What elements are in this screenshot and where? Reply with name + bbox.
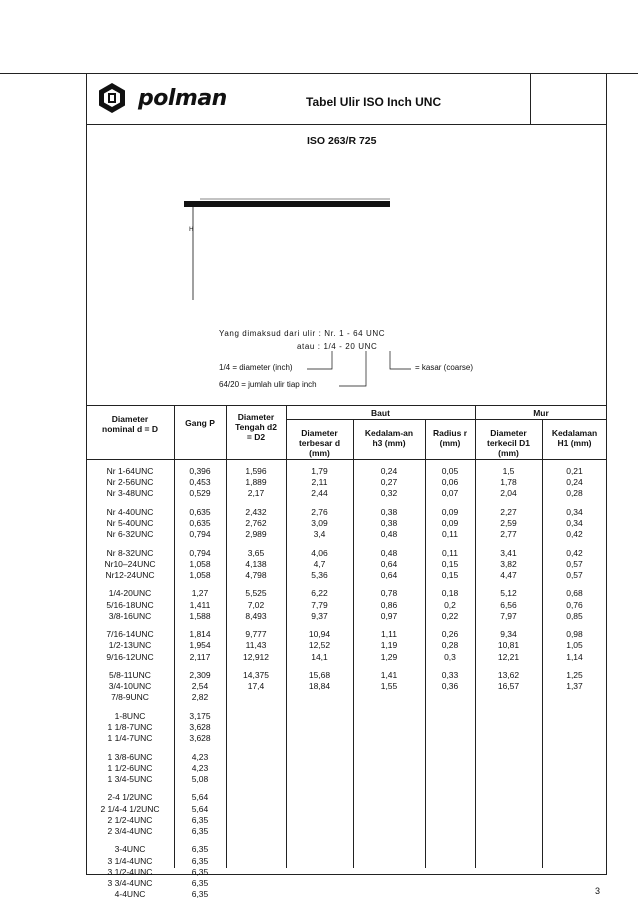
cell-pitch: 6,35	[191, 878, 209, 888]
cell-depth-h1: 1,14	[566, 651, 583, 662]
table-row	[86, 652, 607, 664]
table-row	[86, 670, 607, 682]
cell-depth-h1: 0,98	[566, 629, 583, 640]
cell-major-diameter: 18,84	[308, 681, 331, 692]
table-row	[86, 548, 607, 560]
cell-nominal: Nr 4-40UNC	[106, 506, 154, 517]
cell-major-diameter: 15,68	[308, 670, 331, 680]
cell-major-diameter: 2,76	[311, 506, 328, 517]
cell-pitch-diameter: 2,989	[245, 529, 267, 540]
cell-depth-h1: 1,37	[566, 681, 583, 692]
cell-nominal: 1 1/8-7UNC	[107, 722, 153, 732]
cell-nominal: 3 1/2-4UNC	[107, 866, 153, 877]
cell-minor-diameter: 6,56	[500, 599, 517, 610]
cell-pitch: 1,27	[191, 588, 209, 599]
cell-nominal: 2-4 1/2UNC	[107, 792, 153, 803]
header-pitch: Gang P	[185, 418, 215, 428]
cell-major-diameter: 9,37	[311, 610, 328, 621]
cell-nominal: 3 1/4-4UNC	[107, 855, 153, 866]
cell-depth-h3: 0,64	[380, 558, 398, 569]
cell-depth-h3: 0,48	[380, 529, 398, 540]
cell-nominal: Nr 5-40UNC	[106, 518, 154, 528]
cell-depth-h3: 1,55	[380, 681, 398, 692]
table-row	[86, 477, 607, 489]
header-depth-h3: Kedalam-an h3 (mm)	[364, 428, 414, 448]
cell-minor-diameter: 2,27	[500, 506, 517, 517]
cell-major-diameter: 10,94	[308, 629, 331, 640]
cell-depth-h1: 0,85	[566, 610, 583, 621]
cell-depth-h1: 0,42	[566, 547, 583, 558]
table-row	[86, 681, 607, 693]
cell-pitch-diameter: 8,493	[245, 610, 267, 621]
cell-pitch: 6,35	[191, 855, 209, 866]
table-row	[86, 722, 607, 734]
cell-nominal: 1 3/4-5UNC	[107, 774, 153, 784]
cell-minor-diameter: 1,5	[502, 466, 515, 476]
table-row	[86, 733, 607, 745]
table-row	[86, 559, 607, 571]
cell-depth-h3: 0,64	[380, 570, 398, 580]
table-row	[86, 611, 607, 623]
header-nominal-text: Diameter nominal d = D	[102, 414, 158, 434]
cell-major-diameter: 1,79	[311, 466, 328, 476]
cell-radius: 0,15	[441, 570, 459, 580]
cell-nominal: 1/4-20UNC	[108, 588, 152, 599]
cell-nominal: Nr 3-48UNC	[106, 488, 154, 499]
table-row	[86, 763, 607, 775]
cell-nominal: 7/16-14UNC	[106, 629, 154, 640]
cell-pitch-diameter: 7,02	[247, 599, 265, 610]
cell-pitch: 4,23	[191, 751, 209, 762]
cell-radius: 0,26	[441, 629, 459, 640]
cell-minor-diameter: 12,21	[497, 651, 520, 662]
table-row	[86, 488, 607, 500]
cell-radius: 0,07	[441, 488, 459, 499]
table-row	[86, 711, 607, 723]
header-depth-h1: Kedalaman H1 (mm)	[551, 428, 598, 448]
standard-title: ISO 263/R 725	[307, 135, 377, 147]
cell-nominal: Nr12-24UNC	[105, 570, 155, 580]
table-row	[86, 640, 607, 652]
header-pitch-diameter: Diameter Tengah d2 = D2	[235, 412, 277, 442]
header-mur: Mur	[533, 408, 549, 418]
cell-radius: 0,22	[441, 610, 459, 621]
cell-major-diameter: 6,22	[311, 588, 328, 599]
cell-depth-h1: 0,24	[566, 477, 583, 488]
cell-nominal: 1 1/4-7UNC	[107, 733, 153, 744]
table-row	[86, 507, 607, 519]
cell-nominal: Nr 2-56UNC	[106, 477, 154, 488]
cell-depth-h1: 0,68	[566, 588, 583, 599]
cell-depth-h3: 0,27	[380, 477, 398, 488]
cell-nominal: 2 3/4-4UNC	[107, 826, 153, 836]
cell-radius: 0,3	[444, 651, 456, 662]
document-header	[86, 73, 607, 125]
table-row	[86, 792, 607, 804]
cell-pitch: 3,175	[189, 710, 211, 721]
cell-nominal: 3/4-10UNC	[108, 681, 152, 692]
header-divider	[530, 73, 531, 125]
cell-major-diameter: 5,36	[311, 570, 328, 580]
cell-radius: 0,09	[441, 518, 459, 528]
cell-depth-h1: 0,21	[566, 466, 583, 476]
cell-radius: 0,11	[442, 529, 458, 540]
page-number: 3	[595, 886, 601, 896]
table-row	[86, 529, 607, 541]
cell-nominal: 1-8UNC	[114, 710, 146, 721]
cell-minor-diameter: 16,57	[497, 681, 520, 692]
table-row	[86, 844, 607, 856]
cell-minor-diameter: 2,77	[500, 529, 517, 540]
cell-major-diameter: 7,79	[311, 599, 328, 610]
table-row	[86, 692, 607, 704]
cell-pitch-diameter: 1,889	[245, 477, 267, 488]
cell-minor-diameter: 5,12	[500, 588, 517, 599]
cell-depth-h1: 0,57	[566, 558, 583, 569]
table-row	[86, 878, 607, 890]
page-title: Tabel Ulir ISO Inch UNC	[306, 95, 442, 109]
table-row	[86, 466, 607, 478]
cell-nominal: 1/2-13UNC	[108, 640, 152, 651]
cell-nominal: Nr 8-32UNC	[106, 547, 154, 558]
cell-major-diameter: 4,06	[311, 547, 328, 558]
cell-pitch: 0,794	[189, 529, 211, 540]
cell-depth-h3: 0,38	[380, 506, 398, 517]
cell-nominal: Nr 1-64UNC	[106, 466, 154, 476]
cell-nominal: Nr 6-32UNC	[106, 529, 154, 540]
legend-diameter-note: 1/4 = diameter (inch)	[219, 363, 293, 372]
table-row	[86, 867, 607, 879]
cell-nominal: Nr10–24UNC	[104, 558, 156, 569]
cell-depth-h1: 1,05	[566, 640, 583, 651]
cell-major-diameter: 4,7	[313, 558, 326, 569]
cell-radius: 0,06	[441, 477, 459, 488]
header-radius: Radius r (mm)	[433, 428, 468, 448]
cell-pitch: 2,54	[191, 681, 209, 692]
table-row	[86, 518, 607, 530]
cell-pitch: 2,309	[189, 670, 211, 680]
table-row	[86, 752, 607, 764]
cell-pitch: 5,08	[191, 774, 209, 784]
cell-pitch-diameter: 12,912	[243, 651, 269, 662]
cell-major-diameter: 3,4	[313, 529, 326, 540]
cell-depth-h3: 0,38	[380, 518, 398, 528]
cell-minor-diameter: 9,34	[500, 629, 517, 640]
designation-legend	[219, 329, 519, 399]
polman-logo-icon	[95, 81, 129, 115]
cell-pitch: 2,117	[189, 651, 211, 662]
cell-pitch: 6,35	[191, 826, 209, 836]
cell-depth-h1: 0,34	[566, 506, 583, 517]
cell-pitch: 6,35	[191, 844, 209, 855]
cell-pitch-diameter: 4,798	[245, 570, 267, 580]
cell-minor-diameter: 10,81	[497, 640, 520, 651]
cell-nominal: 1 1/2-6UNC	[107, 762, 153, 773]
cell-pitch-diameter: 4,138	[245, 558, 267, 569]
cell-minor-diameter: 1,78	[500, 477, 517, 488]
cell-pitch: 1,058	[189, 558, 211, 569]
cell-major-diameter: 14,1	[311, 651, 328, 662]
cell-minor-diameter: 2,04	[500, 488, 517, 499]
header-nominal	[86, 414, 174, 434]
cell-depth-h3: 0,32	[380, 488, 398, 499]
cell-minor-diameter: 2,59	[500, 518, 517, 528]
table-row	[86, 774, 607, 786]
cell-radius: 0,11	[442, 547, 458, 558]
cell-pitch: 2,82	[191, 692, 209, 703]
table-row	[86, 856, 607, 868]
cell-pitch: 5,64	[191, 803, 209, 814]
cell-nominal: 2 1/2-4UNC	[107, 814, 153, 825]
cell-major-diameter: 12,52	[308, 640, 331, 651]
cell-minor-diameter: 3,41	[500, 547, 517, 558]
cell-nominal: 5/8-11UNC	[109, 670, 151, 680]
header-minor-diameter: Diameter terkecil D1 (mm)	[487, 428, 530, 458]
cell-depth-h3: 1,29	[380, 651, 398, 662]
logo-cell	[86, 73, 136, 125]
cell-depth-h1: 0,42	[566, 529, 583, 540]
cell-pitch: 0,635	[189, 506, 211, 517]
cell-major-diameter: 2,11	[311, 477, 328, 488]
cell-depth-h3: 0,97	[380, 610, 398, 621]
table-row	[86, 815, 607, 827]
table-header	[86, 405, 607, 460]
cell-nominal: 7/8-9UNC	[111, 692, 149, 703]
cell-nominal: 3 3/4-4UNC	[107, 878, 153, 888]
cell-pitch-diameter: 9,777	[245, 629, 267, 640]
cell-pitch: 0,453	[189, 477, 211, 488]
cell-radius: 0,09	[441, 506, 459, 517]
cell-radius: 0,18	[441, 588, 459, 599]
cell-pitch: 6,35	[191, 866, 209, 877]
legend-tpi-note: 64/20 = jumlah ulir tiap inch	[219, 380, 317, 389]
cell-depth-h3: 1,41	[380, 670, 398, 680]
cell-nominal: 4-4UNC	[114, 889, 146, 900]
cell-depth-h1: 0,34	[566, 518, 583, 528]
cell-pitch: 1,588	[189, 610, 211, 621]
cell-pitch-diameter: 5,525	[245, 588, 267, 599]
legend-line-2: atau : 1/4 - 20 UNC	[297, 342, 378, 351]
thread-profile-diagram	[180, 195, 440, 305]
cell-depth-h1: 0,76	[566, 599, 583, 610]
cell-pitch: 0,635	[189, 518, 211, 528]
cell-major-diameter: 2,44	[311, 488, 328, 499]
cell-pitch-diameter: 2,762	[245, 518, 267, 528]
cell-pitch-diameter: 1,596	[245, 466, 267, 476]
cell-depth-h3: 0,24	[380, 466, 398, 476]
cell-radius: 0,15	[441, 558, 459, 569]
cell-depth-h3: 0,48	[380, 547, 398, 558]
cell-pitch-diameter: 11,43	[245, 640, 267, 651]
cell-depth-h1: 0,28	[566, 488, 583, 499]
cell-nominal: 3/8-16UNC	[108, 610, 152, 621]
cell-pitch: 1,058	[189, 570, 211, 580]
cell-pitch: 6,35	[191, 814, 209, 825]
svg-text:H: H	[189, 226, 194, 233]
cell-pitch: 0,794	[189, 547, 211, 558]
cell-pitch: 5,64	[191, 792, 209, 803]
cell-pitch: 3,628	[189, 722, 211, 732]
cell-pitch: 0,396	[189, 466, 211, 476]
table-row	[86, 889, 607, 901]
cell-pitch: 4,23	[191, 762, 209, 773]
table-row	[86, 570, 607, 582]
cell-nominal: 9/16-12UNC	[106, 651, 154, 662]
cell-depth-h3: 0,86	[380, 599, 398, 610]
table-row	[86, 629, 607, 641]
table-row	[86, 826, 607, 838]
cell-pitch-diameter: 2,17	[247, 488, 265, 499]
cell-depth-h3: 1,19	[380, 640, 398, 651]
header-major-diameter: Diameter terbesar d (mm)	[298, 428, 341, 458]
header-baut: Baut	[371, 408, 390, 418]
cell-radius: 0,28	[441, 640, 459, 651]
cell-pitch: 6,35	[191, 889, 209, 900]
cell-minor-diameter: 13,62	[497, 670, 520, 680]
cell-depth-h1: 0,57	[566, 570, 583, 580]
cell-nominal: 3-4UNC	[114, 844, 146, 855]
logo-wordmark: polman	[138, 86, 227, 111]
cell-pitch-diameter: 14,375	[243, 670, 269, 680]
cell-minor-diameter: 3,82	[500, 558, 517, 569]
thread-table	[86, 405, 607, 900]
table-row	[86, 588, 607, 600]
cell-pitch-diameter: 17,4	[247, 681, 265, 692]
cell-radius: 0,36	[441, 681, 459, 692]
cell-nominal: 1 3/8-6UNC	[107, 751, 153, 762]
cell-pitch: 0,529	[189, 488, 211, 499]
cell-major-diameter: 3,09	[311, 518, 328, 528]
cell-radius: 0,2	[444, 599, 456, 610]
cell-pitch: 1,411	[189, 599, 211, 610]
cell-pitch: 3,628	[189, 733, 211, 744]
cell-radius: 0,05	[441, 466, 459, 476]
header-subdivider	[286, 419, 607, 420]
table-row	[86, 600, 607, 612]
table-row	[86, 804, 607, 816]
cell-minor-diameter: 4,47	[500, 570, 517, 580]
cell-nominal: 2 1/4-4 1/2UNC	[100, 803, 160, 814]
cell-pitch: 1,954	[189, 640, 211, 651]
cell-depth-h1: 1,25	[566, 670, 583, 680]
cell-radius: 0,33	[441, 670, 459, 680]
cell-depth-h3: 1,11	[381, 629, 397, 640]
cell-nominal: 5/16-18UNC	[106, 599, 154, 610]
legend-coarse-note: = kasar (coarse)	[415, 363, 474, 372]
cell-pitch-diameter: 3,65	[247, 547, 265, 558]
cell-pitch-diameter: 2,432	[245, 506, 267, 517]
legend-line-1: Yang dimaksud dari ulir : Nr. 1 - 64 UNC	[219, 329, 386, 338]
cell-depth-h3: 0,78	[380, 588, 398, 599]
cell-pitch: 1,814	[189, 629, 211, 640]
cell-minor-diameter: 7,97	[500, 610, 517, 621]
